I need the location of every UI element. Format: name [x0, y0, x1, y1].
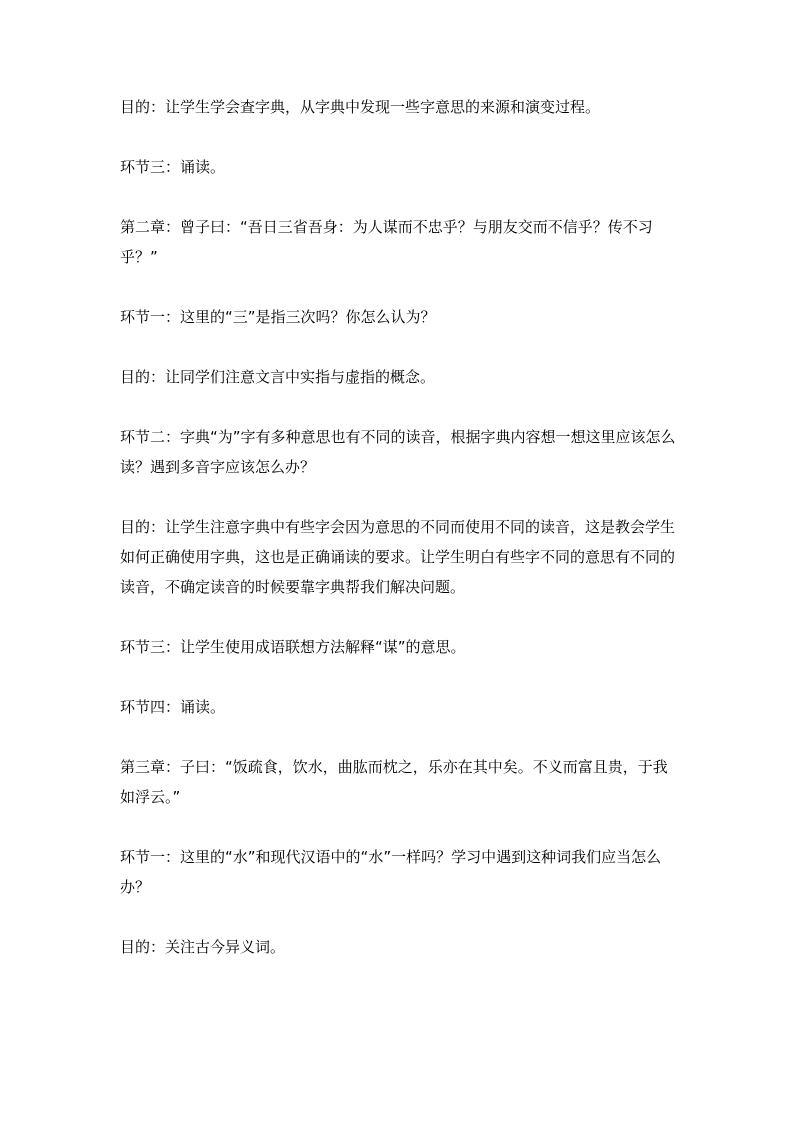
paragraph-chapter-two: 第二章：曾子曰：“吾日三省吾身：为人谋而不忠乎？与朋友交而不信乎？传不习乎？” [120, 218, 653, 266]
paragraph-purpose-real-virtual: 目的：让同学们注意文言中实指与虚指的概念。 [120, 368, 436, 386]
paragraph-step-four-recite: 环节四：诵读。 [120, 698, 226, 716]
paragraph-purpose-dictionary: 目的：让学生学会查字典，从字典中发现一些字意思的来源和演变过程。 [120, 98, 601, 116]
paragraph-step-three-recite: 环节三：诵读。 [120, 158, 226, 176]
paragraph-step-one-water: 环节一：这里的“水”和现代汉语中的“水”一样吗？学习中遇到这种词我们应当怎么办？ [120, 848, 662, 896]
document-body [120, 92, 680, 992]
paragraph-step-two-pronunciation: 环节二：字典“为”字有多种意思也有不同的读音，根据字典内容想一想这里应该怎么读？遇到多音字应该怎么办？ [120, 428, 676, 476]
paragraph-step-three-idiom: 环节三：让学生使用成语联想方法解释“谋”的意思。 [120, 638, 466, 656]
paragraph-step-one-three: 环节一：这里的“三”是指三次吗？你怎么认为？ [120, 308, 436, 326]
paragraph-purpose-ancient-modern: 目的：关注古今异义词。 [120, 938, 286, 956]
paragraph-chapter-three: 第三章：子曰：“饭疏食，饮水，曲肱而枕之，乐亦在其中矣。不义而富且贵，于我如浮云。” [120, 758, 668, 806]
paragraph-purpose-pronunciation: 目的：让学生注意字典中有些字会因为意思的不同而使用不同的读音，这是教会学生如何正确使用字典，这也是正确诵读的要求。让学生明白有些字不同的意思有不同的读音，不确定读音的时候要靠字典帮我们解决问题。 [120, 518, 676, 596]
